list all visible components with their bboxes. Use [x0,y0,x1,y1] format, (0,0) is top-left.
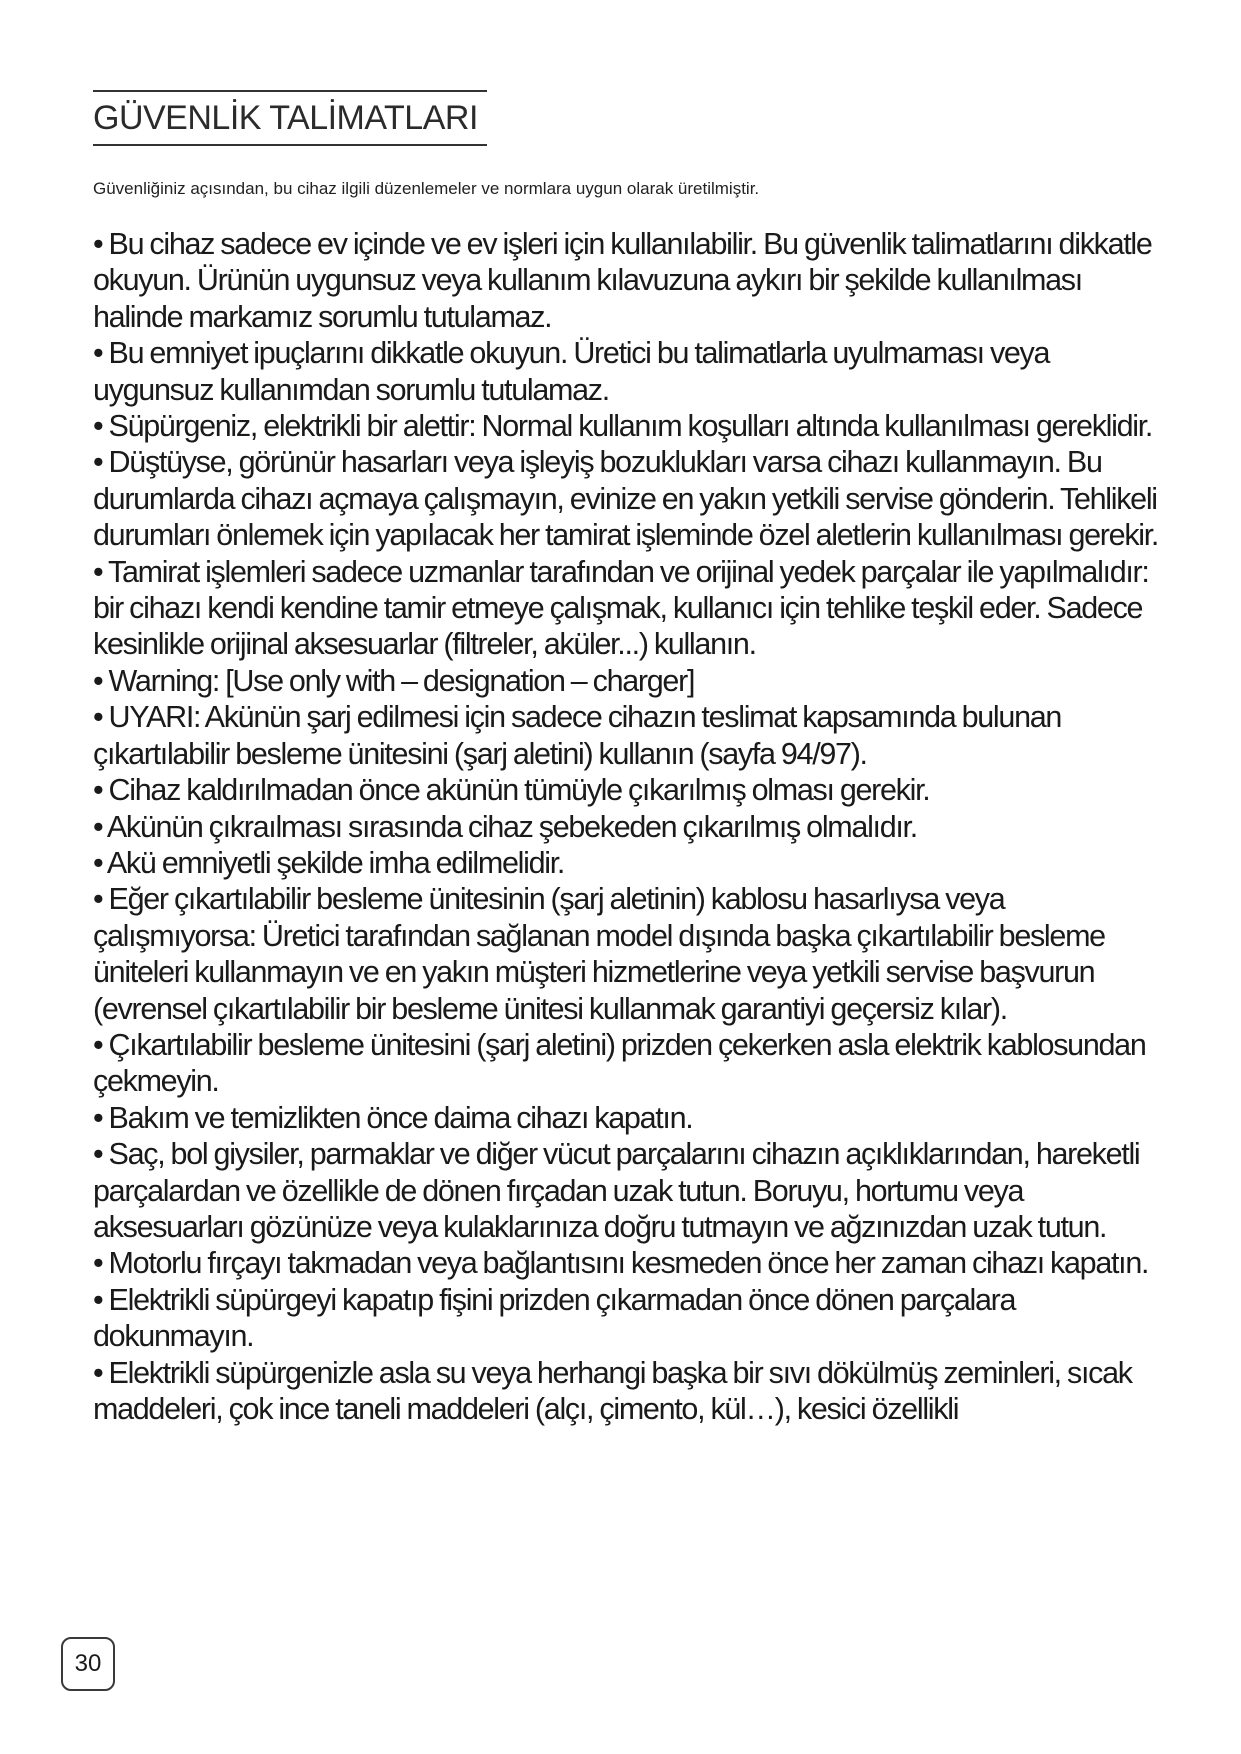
instruction-item: • Warning: [Use only with – designation – charger] [93,663,695,698]
instruction-item: • Eğer çıkartılabilir besleme ünitesinin (şarj aletinin) kablosu hasarlıysa veya çalışmıyorsa: Üretici tarafından sağlanan model dışında başka çıkartılabilir besleme üniteleri kullanmayın ve en yakın müşteri hizmetlerine veya yetkili servise başvurun (evrensel çıkartılabilir bir besleme ünitesi kullanmak garantiyi geçersiz kılar). [93,882,1105,1026]
instruction-item: • Bu emniyet ipuçlarını dikkatle okuyun. Üretici bu talimatlarla uyulmaması veya uygunsuz kullanımdan sorumlu tutulamaz. [93,336,1050,407]
instruction-item: • Bakım ve temizlikten önce daima cihazı kapatın. [93,1100,693,1135]
instruction-item: • Elektrikli süpürgeyi kapatıp fişini prizden çıkarmadan önce dönen parçalara dokunmayın. [93,1282,1016,1354]
instruction-item: • Süpürgeniz, elektrikli bir alettir: Normal kullanım koşulları altında kullanılması gereklidir. [93,409,1153,444]
instruction-item: • Çıkartılabilir besleme ünitesini (şarj aletini) prizden çekerken asla elektrik kablosundan çekmeyin. [93,1027,1146,1099]
title-bottom-rule [93,144,487,146]
instruction-item: • Tamirat işlemleri sadece uzmanlar tarafından ve orijinal yedek parçalar ile yapılmalıdır: bir cihazı kendi kendine tamir etmeye çalışmak, kullanıcı için tehlike teşkil eder. Sadece kesinlikle orijinal aksesuarlar (filtreler, aküler...) kullanın. [93,554,1149,662]
instruction-item: • Akü emniyetli şekilde imha edilmelidir. [93,845,565,880]
safety-instructions-list [93,226,1165,1427]
intro-text: Güvenliğiniz açısından, bu cihaz ilgili düzenlemeler ve normlara uygun olarak üretilmiştir. [93,179,760,198]
section-header [93,90,487,146]
instruction-item: • UYARI: Akünün şarj edilmesi için sadece cihazın teslimat kapsamında bulunan çıkartılabilir besleme ünitesini (şarj aletini) kullanın (sayfa 94/97). [93,700,1062,771]
instruction-item: • Bu cihaz sadece ev içinde ve ev işleri için kullanılabilir. Bu güvenlik talimatlarını dikkatle okuyun. Ürünün uygunsuz veya kullanım kılavuzuna aykırı bir şekilde kullanılması halinde markamız sorumlu tutulamaz. [93,227,1152,334]
instruction-item: • Akünün çıkraılması sırasında cihaz şebekeden çıkarılmış olmalıdır. [93,809,917,844]
instruction-item: • Cihaz kaldırılmadan önce akünün tümüyle çıkarılmış olması gerekir. [93,773,930,808]
page-title: GÜVENLİK TALİMATLARI [93,99,478,137]
instruction-item: • Elektrikli süpürgenizle asla su veya herhangi başka bir sıvı dökülmüş zeminleri, sıcak maddeleri, çok ince taneli maddeleri (alçı, çimento, kül…), kesici özellikli [93,1355,1132,1426]
instruction-item: • Motorlu fırçayı takmadan veya bağlantısını kesmeden önce her zaman cihazı kapatın. [93,1246,1149,1281]
page-number-badge: 30 [61,1637,115,1691]
instruction-item: • Düştüyse, görünür hasarları veya işleyiş bozuklukları varsa cihazı kullanmayın. Bu durumlarda cihazı açmaya çalışmayın, evinize en yakın yetkili servise gönderin. Tehlikeli durumları önlemek için yapılacak her tamirat işleminde özel aletlerin kullanılması gerekir. [93,445,1159,553]
instruction-item: • Saç, bol giysiler, parmaklar ve diğer vücut parçalarını cihazın açıklıklarından, hareketli parçalardan ve özellikle de dönen fırçadan uzak tutun. Boruyu, hortumu veya aksesuarları gözünüze veya kulaklarınıza doğru tutmayın ve ağzınızdan uzak tutun. [93,1137,1140,1244]
